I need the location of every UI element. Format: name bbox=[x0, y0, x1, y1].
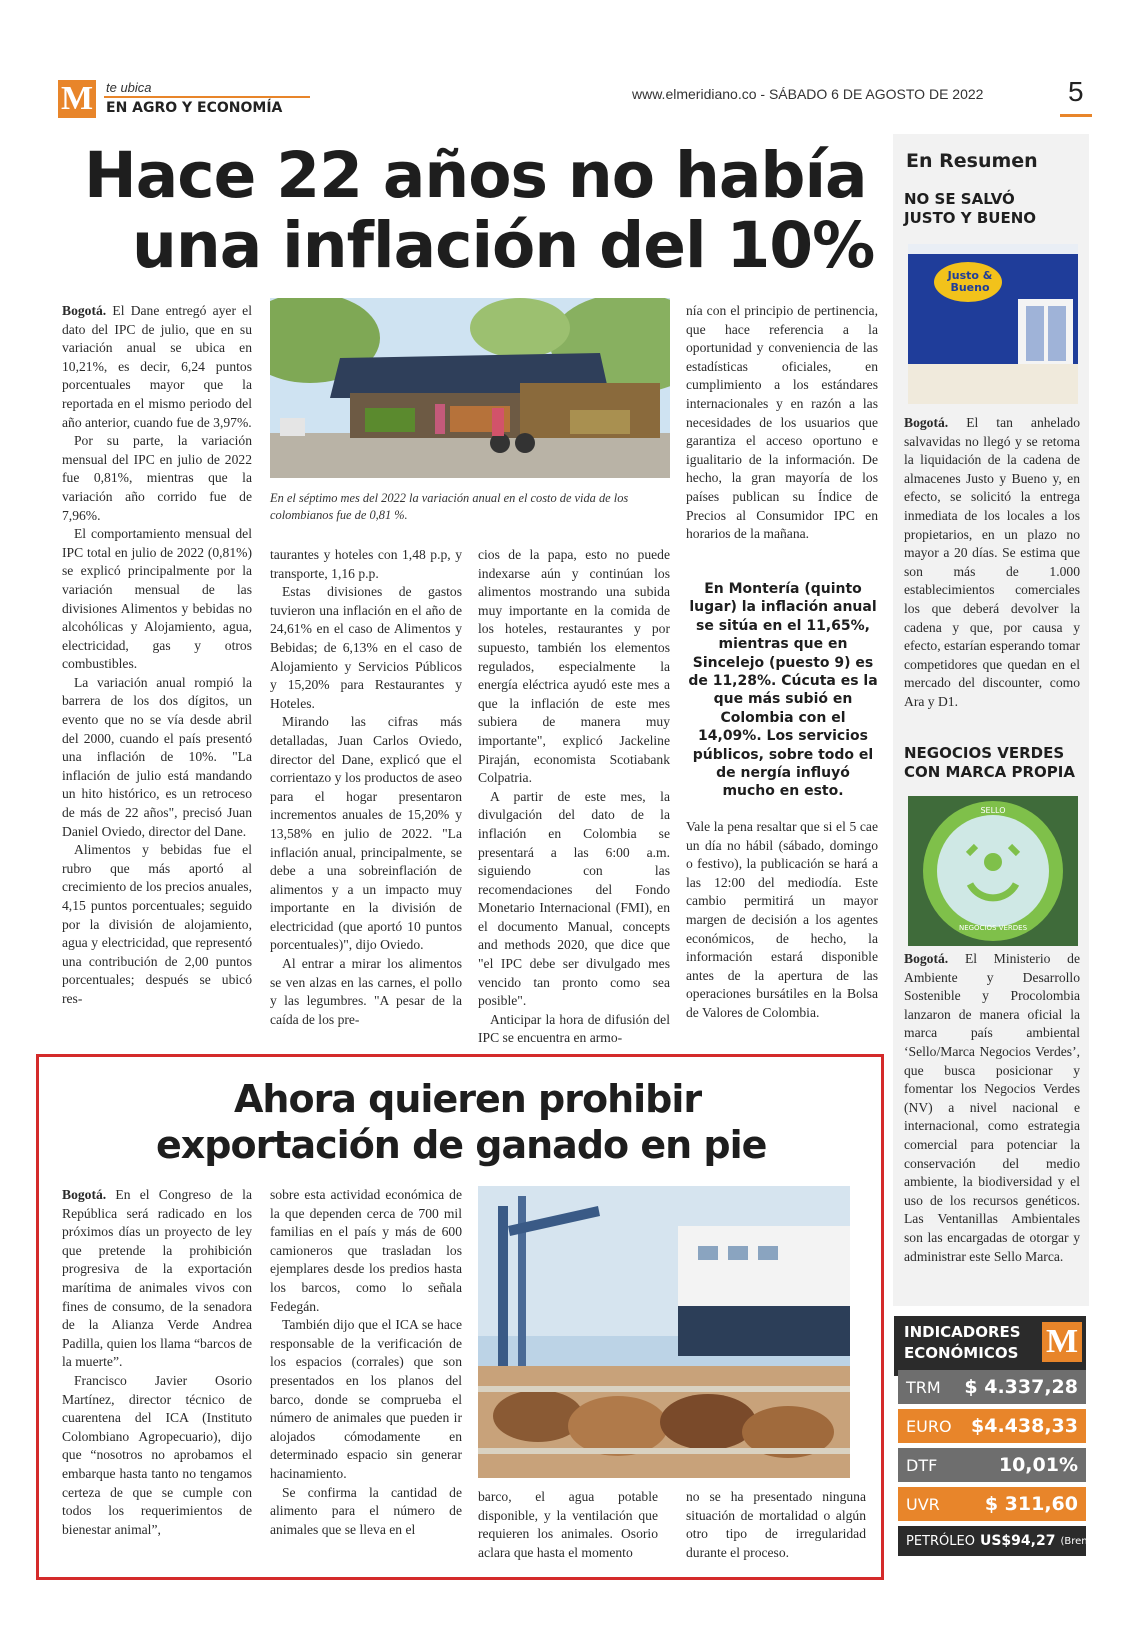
sidebar-item2-text bbox=[904, 950, 1080, 1266]
paragraph: A partir de este mes, la divulgación del dato de la inflación en Colombia se presentará a las 6:00 a.m. siguiendo con las recomendaciones del Fondo Monetario Internacional (FMI), en el documento Manual, concepts and methods 2020, que dice que "el IPC debe ser divulgado mes vencido tan pronto como sea posible". bbox=[478, 788, 670, 1009]
paragraph: cios de la papa, esto no puede indexarse aún y continúan los alimentos mostrando una subida muy importante en la comida de los hoteles, restaurantes y por supuesto, también los elementos regulados, especialmente la energía eléctrica ayudó este mes a que la inflación de este mes subiera de manera muy importante", explicó Jackeline Piraján, economista Scotiabank Colpatria. bbox=[478, 547, 670, 786]
indicator-petroleo bbox=[898, 1526, 1096, 1556]
indicator-label: TRM bbox=[906, 1377, 941, 1397]
indicator-value: $4.438,33 bbox=[971, 1415, 1078, 1437]
article1-headline-line1: Hace 22 años no había bbox=[84, 139, 867, 212]
page-number-rule bbox=[1060, 114, 1092, 117]
article1-column-4 bbox=[686, 302, 878, 544]
paragraph: no se ha presentado ninguna situación de mortalidad o algún otro tipo de irregularidad durante el proceso. bbox=[686, 1489, 866, 1560]
paragraph: Francisco Javier Osorio Martínez, director técnico de cuarentena del ICA (Instituto Colombiano Agropecuario), dijo que “nosotros no aprobamos el embarque hasta tanto no tengamos certeza de que se cumple con todos los requerimientos de bienestar animal”, bbox=[62, 1372, 252, 1537]
indicator-label: UVR bbox=[906, 1494, 940, 1514]
article1-column-2 bbox=[270, 546, 462, 1029]
indicator-value: 10,01% bbox=[998, 1454, 1078, 1476]
indicator-dtf bbox=[898, 1448, 1086, 1482]
article1-column-3 bbox=[478, 546, 670, 1048]
dateline-city: Bogotá. bbox=[62, 303, 107, 318]
seal-label-top: SELLO bbox=[980, 806, 1006, 815]
store-sign: Justo & Bueno bbox=[947, 269, 993, 294]
paragraph: barco, el agua potable disponible, y la ventilación que requieren los animales. Osorio aclara que hasta el momento bbox=[478, 1489, 658, 1560]
masthead-rule bbox=[104, 96, 310, 98]
photo-caption: En el séptimo mes del 2022 la variación anual en el costo de vida de los colombianos fue de 0,81 %. bbox=[270, 491, 629, 522]
indicator-euro bbox=[898, 1409, 1086, 1443]
market-photo bbox=[270, 298, 670, 478]
paragraph: Se confirma la cantidad de alimento para el número de animales que se lleva en el bbox=[270, 1484, 462, 1537]
article1-column-4b bbox=[686, 818, 878, 1023]
dateline-city: Bogotá. bbox=[62, 1187, 107, 1202]
paragraph: El comportamiento mensual del IPC total en julio de 2022 (0,81%) se explicó principalmente por la variación mensual de las divisiones Alimentos y bebidas no alcohólicas y Alojamiento, agua, electricidad, gas y otros combustibles. bbox=[62, 526, 252, 672]
article1-column-1 bbox=[62, 302, 252, 1009]
paragraph: Por su parte, la variación mensual del IPC en julio de 2022 fue 0,81%, mientras que la variación año corrido fue de 7,96%. bbox=[62, 433, 252, 523]
paragraph: Mirando las cifras más detalladas, Juan Carlos Oviedo, director del Dane, explicó que el corrientazo y los productos de aseo para el hogar presentaron incrementos anuales de 15,20% y 13,58% en julio de 2022. "La inflación anual, principalmente, se debe a una sobreinflación de alimentos y a un impacto muy importante en la división de electricidad (que aportó 10 puntos porcentuales)", dijo Oviedo. bbox=[270, 714, 462, 953]
paragraph: nía con el principio de pertinencia, que hace referencia a la oportunidad y conveniencia de las estadísticas oficiales, en cumplimiento a los estándares internacionales y en razón a las necesidades de los usuarios que garantiza el acceso oportuno e igualitario de la información. De hecho, la gran mayoría de los países publican su Índice de Precios al Consumidor IPC en horarios de la mañana. bbox=[686, 303, 878, 542]
article2-column-4 bbox=[686, 1488, 866, 1562]
article2-headline-line2: exportación de ganado en pie bbox=[156, 1123, 767, 1167]
sidebar-item2-title: NEGOCIOS VERDES CON MARCA PROPIA bbox=[904, 744, 1075, 781]
section-kicker: te ubica bbox=[106, 80, 152, 95]
article2-column-1 bbox=[62, 1186, 252, 1539]
seal-label-bottom: NEGOCIOS VERDES bbox=[958, 924, 1028, 932]
paragraph: El tan anhelado salvavidas no llegó y se retoma la liquidación de la cadena de almacenes Justo y Bueno y, en efecto, se solicitó la entrega inmediata de los locales a los propietarios, en un plazo no mayor a 20 días. Se estima que son más de 1.000 establecimientos comerciales los que deberá devolver la cadena y que, por causa y efecto, estarían esperando tomar competidores que quedan en el mercado del discounter, como Ara y D1. bbox=[904, 415, 1080, 709]
indicator-value: $ 4.337,28 bbox=[964, 1376, 1078, 1398]
indicator-value: US$94,27 bbox=[979, 1533, 1056, 1549]
paragraph: Alimentos y bebidas fue el rubro que más aportó al crecimiento de los precios anuales, 4,15 puntos porcentuales; seguido por la división de alojamiento, agua y electricidad, que representó una contribución de 2,00 puntos porcentuales; después se ubicó res- bbox=[62, 842, 252, 1006]
paragraph: El Dane entregó ayer el dato del IPC de julio, que en su variación anual se ubica en 10,21%, es decir, 6,24 puntos porcentuales mayor que la reportada en el mismo periodo del año anterior, cuando fue de 3,97%. bbox=[62, 303, 252, 430]
indicator-uvr bbox=[898, 1487, 1086, 1521]
dateline-city: Bogotá. bbox=[904, 415, 949, 430]
indicator-label: PETRÓLEO bbox=[906, 1533, 975, 1549]
sidebar-item1-text bbox=[904, 414, 1080, 712]
sidebar-title: En Resumen bbox=[906, 150, 1038, 172]
indicators-title-line1: INDICADORES bbox=[904, 1323, 1021, 1341]
indicator-trm bbox=[898, 1370, 1086, 1404]
indicator-note: (Brent) bbox=[1060, 1535, 1096, 1547]
paragraph: taurantes y hoteles con 1,48 p.p, y transporte, 1,16 p.p. bbox=[270, 547, 462, 581]
sidebar-item1-title: NO SE SALVÓ JUSTO Y BUENO bbox=[904, 190, 1037, 227]
paragraph: Al entrar a mirar los alimentos se ven alzas en las carnes, el pollo y las legumbres. "A pesar de la caída de los pre- bbox=[270, 956, 462, 1027]
paragraph: El Ministerio de Ambiente y Desarrollo Sostenible y Procolombia lanzaron de manera oficial la marca país ambiental ‘Sello/Marca Negocios Verdes’, que busca posicionar y fomentar los Negocios Verdes (NV) a nivel nacional e internacional, como estrategia comercial para potenciar la conservación del medio ambiente, la biodiversidad y el uso de los recursos genéticos. Las Ventanillas Ambientales son las encargadas de otorgar y administrar este Sello Marca. bbox=[904, 951, 1080, 1264]
article1-headline-line2: una inflación del 10% bbox=[132, 209, 875, 282]
section-title: EN AGRO Y ECONOMÍA bbox=[106, 100, 283, 116]
indicators-logo: M bbox=[1042, 1322, 1082, 1362]
page-number: 5 bbox=[1068, 76, 1084, 107]
cattle-ship-photo bbox=[478, 1186, 850, 1478]
article2-headline-line1: Ahora quieren prohibir bbox=[234, 1077, 702, 1121]
dateline-city: Bogotá. bbox=[904, 951, 949, 966]
indicators-title-line2: ECONÓMICOS bbox=[904, 1344, 1019, 1362]
paragraph: En el Congreso de la República será radicado en los próximos días un proyecto de ley que pretende la prohibición progresiva de la exportación marítima de animales vivos con fines de consumo, de la senadora de la Alianza Verde Andrea Padilla, quien los llama “barcos de la muerte”. bbox=[62, 1187, 252, 1370]
section-logo: M bbox=[58, 80, 96, 118]
article2-column-2 bbox=[270, 1186, 462, 1539]
indicator-label: EURO bbox=[906, 1416, 952, 1436]
paragraph: Estas divisiones de gastos tuvieron una inflación en el año de 24,61% en el caso de Alimentos y Bebidas; de 6,13% en el caso de Alojamiento y Servicios Públicos y 15,20% para Restaurantes y Hoteles. bbox=[270, 584, 462, 711]
indicator-label: DTF bbox=[906, 1455, 938, 1475]
store-photo bbox=[908, 244, 1078, 404]
paragraph: La variación anual rompió la barrera de los dos dígitos, un evento que no se vía desde abril del 2000, cuando el país presentó una inflación de 10%. "La inflación de julio está mandando un hito histórico, es un retroceso de más de 22 años", precisó Juan Daniel Oviedo, director del Dane. bbox=[62, 674, 252, 839]
dateline: www.elmeridiano.co - SÁBADO 6 DE AGOSTO DE 2022 bbox=[632, 86, 984, 102]
paragraph: También dijo que el ICA se hace responsable de la verificación de los espacios (corrales) que son presentados en los planos del barco, donde se comprueba el número de animales que pueden ir alojados cómodamente en determinado espacio sin generar hacinamiento. bbox=[270, 1317, 462, 1481]
paragraph: Vale la pena resaltar que si el 5 cae un día no hábil (sábado, domingo o festivo), la publicación se hará a las 12:00 del mediodía. Este cambio permitirá un mayor margen de decisión a los agentes económicos, de hecho, la información estará disponible antes de la apertura de las operaciones bursátiles en la Bolsa de Valores de Colombia. bbox=[686, 819, 878, 1020]
article2-column-3 bbox=[478, 1488, 658, 1562]
paragraph: sobre esta actividad económica de la que dependen cerca de 700 mil familias en el país y más de 600 camioneros que trasladan los ejemplares desde los predios hasta los barcos, como lo señala Fedegán. bbox=[270, 1187, 462, 1314]
pull-quote: En Montería (quinto lugar) la inflación anual se sitúa en el 11,65%, mientras que en Sincelejo (puesto 9) es de 11,28%. Cúcuta es la que más subió en Colombia con el 14,09%. Los servicios públicos, sobre todo el de nergía influyó mucho en esto. bbox=[688, 581, 878, 800]
paragraph: Anticipar la hora de difusión del IPC se encuentra en armo- bbox=[478, 1011, 670, 1046]
indicator-value: $ 311,60 bbox=[984, 1493, 1078, 1515]
